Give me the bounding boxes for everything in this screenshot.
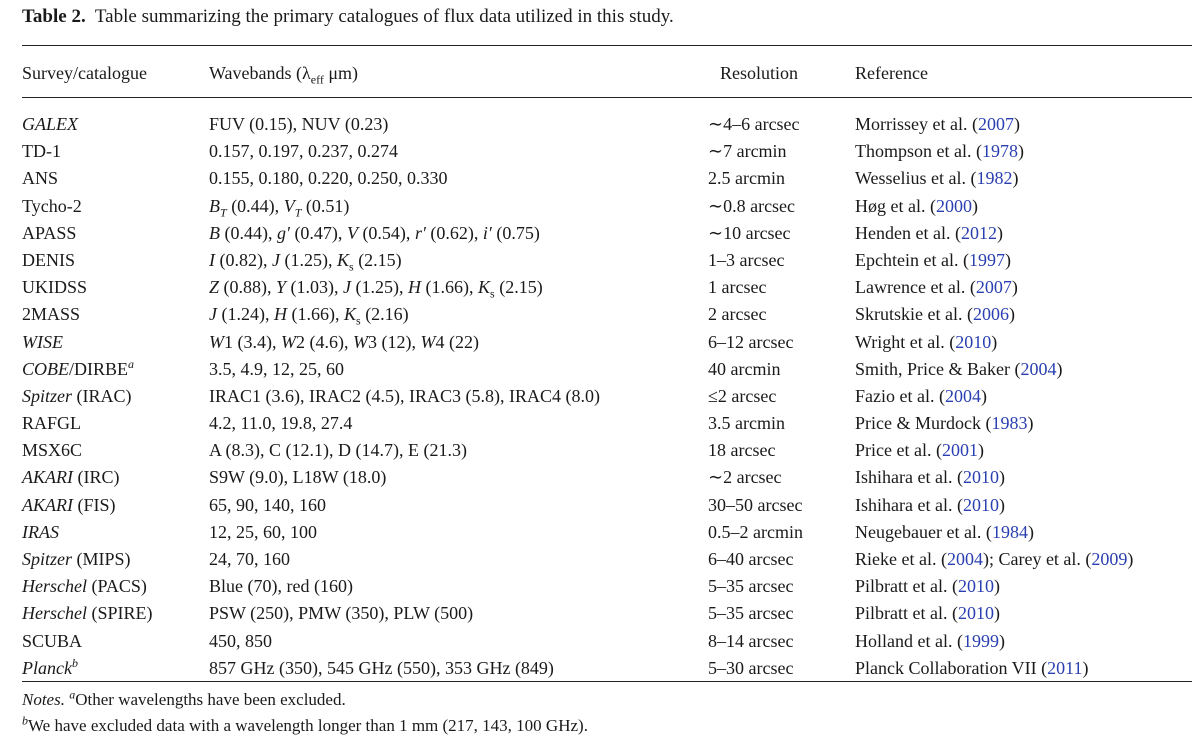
table-row [0,220,1200,247]
table-row [0,329,1200,356]
resolution-cell: 8–14 arcsec [708,630,794,651]
survey-cell: Tycho-2 [22,195,82,216]
resolution-cell: ∼4–6 arcsec [708,114,800,134]
bottom-rule [22,681,1192,682]
header-survey: Survey/catalogue [22,63,147,83]
table-row [0,628,1200,655]
wavebands-cell: 0.157, 0.197, 0.237, 0.274 [209,141,398,162]
resolution-cell: 2 arcsec [708,304,767,325]
wavebands-cell: B (0.44), g′ (0.47), V (0.54), r′ (0.62), i′ (0.75) [209,222,540,243]
reference-cell: Pilbratt et al. (2010) [855,576,1000,597]
table-row [0,573,1200,600]
reference-cell: Holland et al. (1999) [855,630,1005,651]
note-a [22,687,346,710]
resolution-cell: 6–12 arcsec [708,331,794,352]
header-rule [22,97,1192,98]
table-row [0,600,1200,627]
citation-link[interactable]: 2010 [962,494,999,515]
resolution-cell: 5–35 arcsec [708,576,794,597]
citation-link[interactable]: 2010 [957,603,994,624]
citation-link[interactable]: 2010 [955,331,992,352]
reference-cell: Pilbratt et al. (2010) [855,603,1000,624]
survey-cell: RAFGL [22,413,82,434]
resolution-cell: 30–50 arcsec [708,494,803,515]
survey-cell: Planck$^b$ [22,655,78,678]
resolution-cell: ∼0.8 arcsec [708,195,796,216]
header-resolution: Resolution [720,63,799,83]
wavebands-cell: 4.2, 11.0, 19.8, 27.4 [209,413,353,434]
resolution-cell: 1–3 arcsec [708,249,785,270]
survey-cell: SCUBA [22,630,83,651]
wavebands-cell: S9W (9.0), L18W (18.0) [209,467,387,488]
reference-cell: Ishihara et al. (2010) [855,467,1005,488]
survey-cell: GALEX [22,114,78,134]
reference-cell: Price & Murdock (1983) [855,413,1034,434]
wavebands-cell: I (0.82), J (1.25), $K_s$ (2.15) [209,249,402,274]
survey-cell: TD-1 [22,141,61,162]
survey-cell: MSX6C [22,440,83,461]
table-row [0,464,1200,491]
survey-cell: COBE/DIRBE$^a$ [22,356,135,379]
citation-link[interactable]: 2001 [941,440,978,461]
reference-cell: Lawrence et al. (2007) [855,277,1018,298]
table-row [0,546,1200,573]
notes-label: Notes. [22,690,65,709]
note-b [22,713,588,736]
citation-link[interactable]: 1983 [991,413,1028,434]
wavebands-cell: J (1.24), H (1.66), $K_s$ (2.16) [209,304,409,328]
table-caption [22,6,674,28]
reference-cell: Thompson et al. (1978) [855,141,1024,162]
resolution-cell: 40 arcmin [708,358,781,379]
citation-link[interactable]: 2007 [975,277,1012,298]
wavebands-cell: FUV (0.15), NUV (0.23) [209,114,389,134]
survey-cell: Spitzer (IRAC) [22,385,132,406]
resolution-cell: 1 arcsec [708,277,767,298]
citation-link[interactable]: 2004 [944,385,981,406]
resolution-cell: ∼7 arcmin [708,141,787,162]
table-row [0,383,1200,410]
table-row [0,519,1200,546]
survey-cell: IRAS [22,521,59,542]
wavebands-cell: 3.5, 4.9, 12, 25, 60 [209,358,344,379]
wavebands-cell: W1 (3.4), W2 (4.6), W3 (12), W4 (22) [209,331,479,352]
wavebands-cell: 857 GHz (350), 545 GHz (550), 353 GHz (849) [209,657,554,678]
note-a-text: Other wavelengths have been excluded. [75,690,346,709]
citation-link[interactable]: 2011 [1047,657,1083,678]
resolution-cell: ∼10 arcsec [708,222,791,243]
reference-cell: Epchtein et al. (1997) [855,249,1011,270]
survey-cell: APASS [22,222,77,243]
resolution-cell: 18 arcsec [708,440,776,461]
citation-link[interactable]: 1978 [981,141,1018,162]
reference-cell: Morrissey et al. (2007) [855,114,1020,134]
table-caption-text: Table summarizing the primary catalogues of flux data utilized in this study. [94,6,674,27]
citation-link[interactable]: 2006 [972,304,1009,325]
citation-link[interactable]: 2004 [1020,358,1057,379]
table-row [0,410,1200,437]
citation-link[interactable]: 2012 [960,222,997,243]
wavebands-cell: IRAC1 (3.6), IRAC2 (4.5), IRAC3 (5.8), IRAC4 (8.0) [209,385,600,406]
table-row [0,437,1200,464]
wavebands-cell: 12, 25, 60, 100 [209,521,317,542]
reference-cell: Price et al. (2001) [855,440,984,461]
resolution-cell: 6–40 arcsec [708,549,794,569]
header-reference: Reference [855,63,928,83]
resolution-cell: 2.5 arcmin [708,168,785,189]
wavebands-cell: 0.155, 0.180, 0.220, 0.250, 0.330 [209,168,448,189]
resolution-cell: ≤2 arcsec [708,385,777,406]
wavebands-cell: 24, 70, 160 [209,549,290,569]
resolution-cell: 3.5 arcmin [708,413,785,434]
table-row [0,356,1200,383]
citation-link[interactable]: 2009 [1091,549,1128,569]
survey-cell: AKARI (FIS) [22,494,116,515]
reference-cell: Henden et al. (2012) [855,222,1003,243]
survey-cell: Herschel (PACS) [22,576,147,597]
citation-link[interactable]: 1984 [991,521,1028,542]
survey-cell: ANS [22,168,59,189]
catalogue-table [0,111,1200,682]
table-row [0,138,1200,165]
reference-cell: Smith, Price & Baker (2004) [855,358,1063,379]
survey-cell: Herschel (SPIRE) [22,603,153,624]
note-b-text: We have excluded data with a wavelength longer than 1 mm (217, 143, 100 GHz). [28,716,588,735]
citation-link[interactable]: 2010 [957,576,994,597]
survey-cell: WISE [22,331,63,352]
resolution-cell: ∼2 arcsec [708,467,782,488]
top-rule [22,45,1192,46]
citation-link[interactable]: 2000 [935,195,972,216]
survey-cell: DENIS [22,249,75,270]
resolution-cell: 5–35 arcsec [708,603,794,624]
table-row [0,165,1200,192]
reference-cell: Høg et al. (2000) [855,195,978,216]
header-wavebands: Wavebands ($\lambda_{eff}$ μm) [209,63,359,87]
wavebands-cell: $B_T$ (0.44), $V_T$ (0.51) [209,195,350,220]
reference-cell: Rieke et al. (2004); Carey et al. (2009) [855,549,1134,569]
reference-cell: Skrutskie et al. (2006) [855,304,1015,325]
wavebands-cell: Blue (70), red (160) [209,576,353,597]
survey-cell: AKARI (IRC) [22,467,120,488]
citation-link[interactable]: 2007 [977,114,1014,134]
wavebands-cell: PSW (250), PMW (350), PLW (500) [209,603,474,624]
survey-cell: 2MASS [22,304,81,325]
table-row [0,492,1200,519]
table-row [0,655,1200,682]
wavebands-cell: Z (0.88), Y (1.03), J (1.25), H (1.66), $K_s$ (2.15) [209,277,543,301]
citation-link[interactable]: 2004 [946,549,983,569]
citation-link[interactable]: 1982 [976,168,1013,189]
citation-link[interactable]: 1997 [968,249,1005,270]
reference-cell: Ishihara et al. (2010) [855,494,1005,515]
reference-cell: Planck Collaboration VII (2011) [855,657,1089,678]
table-row [0,274,1200,301]
reference-cell: Neugebauer et al. (1984) [855,521,1034,542]
citation-link[interactable]: 1999 [962,630,999,651]
citation-link[interactable]: 2010 [962,467,999,488]
reference-cell: Wright et al. (2010) [855,331,998,352]
wavebands-cell: 65, 90, 140, 160 [209,494,326,515]
note-b-mark: b [22,713,28,728]
reference-cell: Wesselius et al. (1982) [855,168,1019,189]
resolution-cell: 5–30 arcsec [708,657,794,678]
note-a-mark: a [69,687,76,702]
table-row [0,301,1200,328]
table-row [0,111,1200,138]
survey-cell: UKIDSS [22,277,88,298]
table-row [0,247,1200,274]
table-label: Table 2. [22,6,86,27]
reference-cell: Fazio et al. (2004) [855,385,987,406]
table-row [0,193,1200,220]
wavebands-cell: A (8.3), C (12.1), D (14.7), E (21.3) [209,440,467,461]
wavebands-cell: 450, 850 [209,630,272,651]
survey-cell: Spitzer (MIPS) [22,549,131,569]
resolution-cell: 0.5–2 arcmin [708,521,803,542]
